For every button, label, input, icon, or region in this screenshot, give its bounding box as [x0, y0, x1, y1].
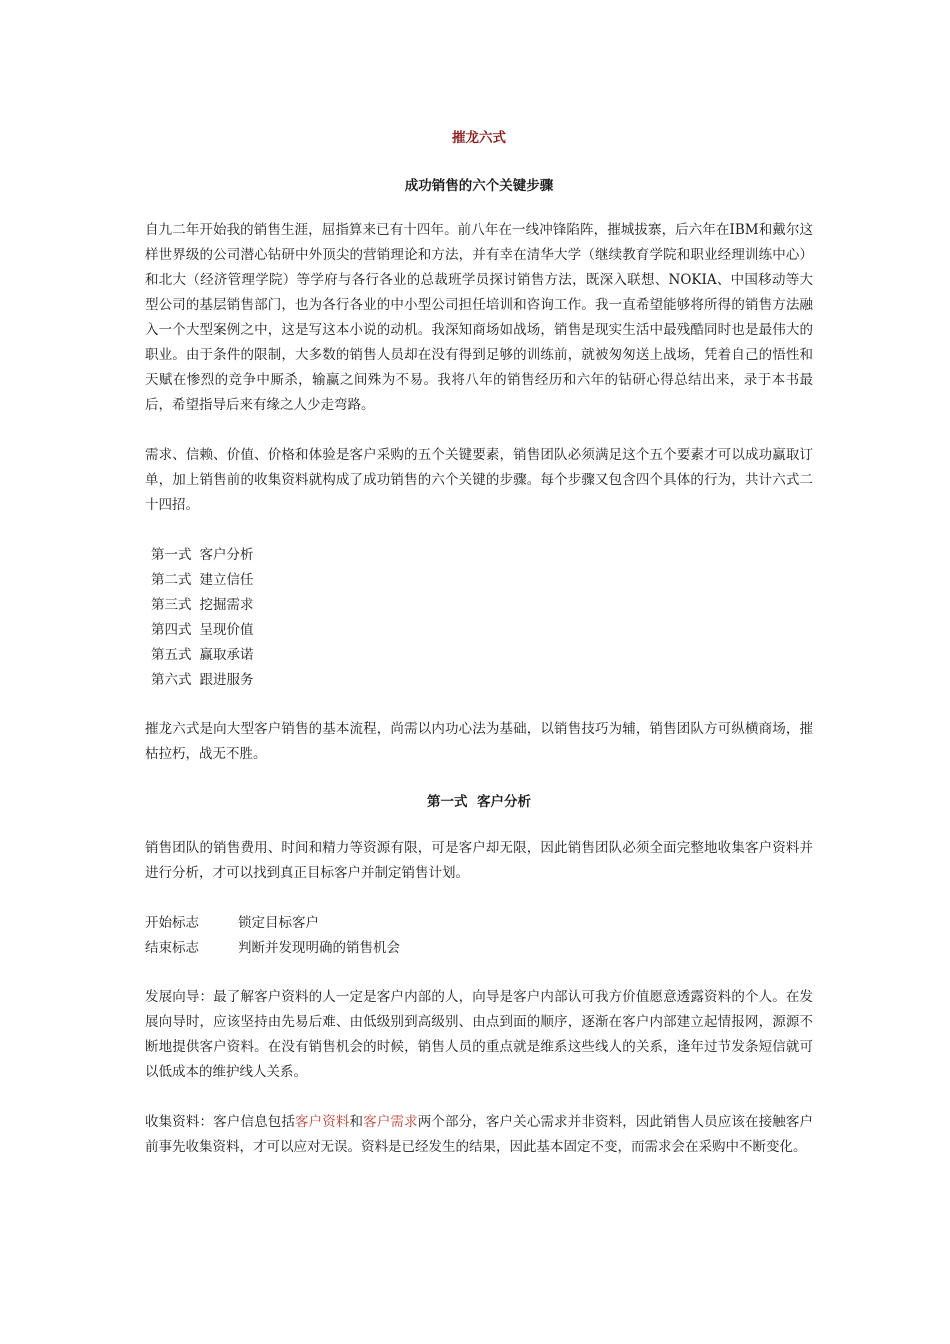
markers-block	[145, 911, 400, 961]
start-marker-label: 开始标志	[145, 915, 199, 931]
document-subtitle: 成功销售的六个关键步骤	[404, 178, 554, 194]
guide-paragraph: 发展向导：最了解客户资料的人一定是客户内部的人，向导是客户内部认可我方价值愿意透露资料的个人。在发展向导时，应该坚持由先易后难、由低级别到高级别、由点到面的顺序，逐渐在客户内部建立起情报网，源源不断地提供客户资料。在没有销售机会的时候，销售人员的重点就是维系这些线人的关系，逢年过节发条短信就可以低成本的维护线人关系。	[145, 989, 813, 1080]
highlight-customer-data: 客户资料	[295, 1114, 350, 1130]
start-marker-row	[145, 911, 400, 936]
elements-paragraph: 需求、信赖、价值、价格和体验是客户采购的五个关键要素，销售团队必须满足这个五个要素才可以成功赢取订单，加上销售前的收集资料就构成了成功销售的六个关键的步骤。每个步骤又包含四个具体的行为，共计六式二十四招。	[145, 447, 813, 513]
step-item: 第六式 跟进服务	[151, 672, 254, 688]
steps-list	[151, 543, 254, 693]
intro-paragraph: 自九二年开始我的销售生涯，屈指算来已有十四年。前八年在一线冲锋陷阵，摧城拔寨，后六年在IBM和戴尔这样世界级的公司潜心钻研中外顶尖的营销理论和方法，并有幸在清华大学（继续教育学院和职业经理训练中心）和北大（经济管理学院）等学府与各行各业的总裁班学员探讨销售方法，既深入联想、NOKIA、中国移动等大型公司的基层销售部门，也为各行各业的中小型公司担任培训和咨询工作。我一直希望能够将所得的销售方法融入一个大型案例之中，这是写这本小说的动机。我深知商场如战场，销售是现实生活中最残酷同时也是最伟大的职业。由于条件的限制，大多数的销售人员却在没有得到足够的训练前，就被匆匆送上战场，凭着自己的悟性和天赋在惨烈的竞争中厮杀，输赢之间殊为不易。我将八年的销售经历和六年的钻研心得总结出来，录于本书最后，希望指导后来有缘之人少走弯路。	[145, 222, 813, 413]
step-item: 第二式 建立信任	[151, 572, 254, 588]
step-item: 第四式 呈现价值	[151, 622, 254, 638]
end-marker-row	[145, 936, 400, 961]
section-heading: 第一式 客户分析	[427, 794, 531, 810]
step-item: 第五式 赢取承诺	[151, 647, 254, 663]
step-item: 第一式 客户分析	[151, 547, 254, 563]
end-marker-label: 结束标志	[145, 940, 199, 956]
document-title: 摧龙六式	[452, 130, 506, 146]
step-item: 第三式 挖掘需求	[151, 597, 254, 613]
end-marker-value: 判断并发现明确的销售机会	[238, 940, 400, 956]
start-marker-value: 锁定目标客户	[238, 915, 319, 931]
highlight-customer-needs: 客户需求	[363, 1114, 418, 1130]
summary-paragraph: 摧龙六式是向大型客户销售的基本流程，尚需以内功心法为基础，以销售技巧为辅，销售团队方可纵横商场，摧枯拉朽，战无不胜。	[145, 721, 813, 762]
collect-paragraph: 收集资料：客户信息包括客户资料和客户需求两个部分，客户关心需求并非资料，因此销售人员应该在接触客户前事先收集资料，才可以应对无误。资料是已经发生的结果，因此基本固定不变，而需求会在采购中不断变化。	[145, 1114, 814, 1155]
section-intro-paragraph: 销售团队的销售费用、时间和精力等资源有限，可是客户却无限，因此销售团队必须全面完整地收集客户资料并进行分析，才可以找到真正目标客户并制定销售计划。	[145, 840, 813, 881]
